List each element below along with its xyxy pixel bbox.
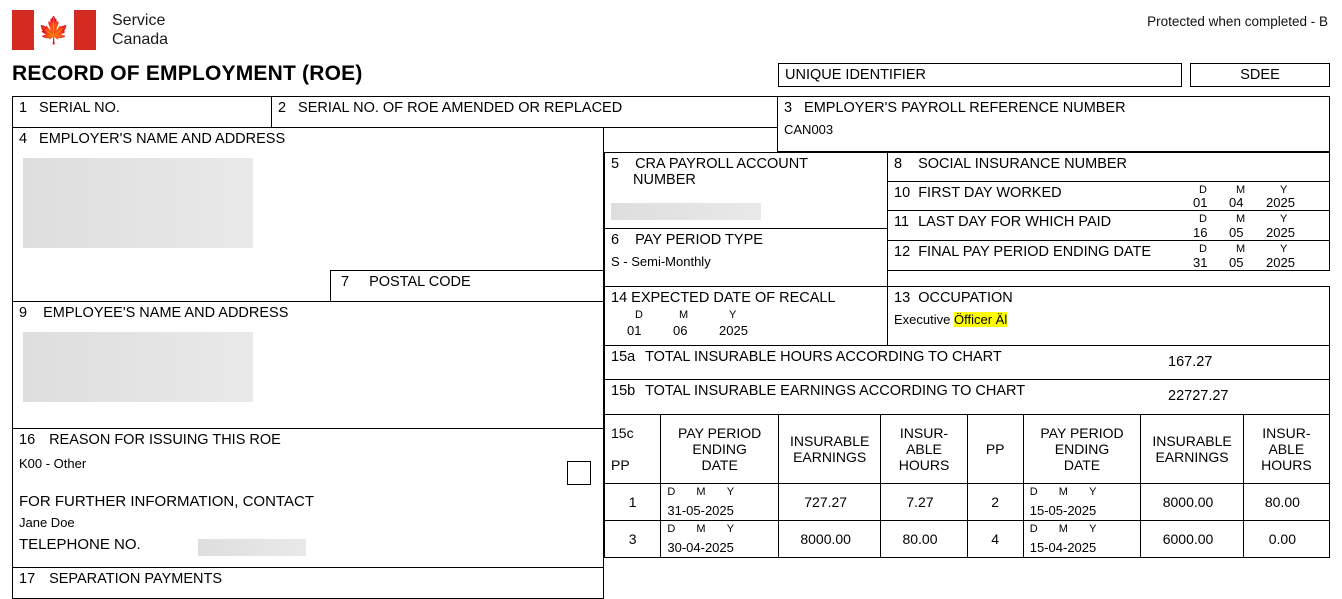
- chart-row-1-date-right-header: D M Y: [1029, 523, 1102, 535]
- field-11-number: 11: [894, 214, 910, 230]
- page-title: RECORD OF EMPLOYMENT (ROE): [12, 62, 363, 85]
- field-10-d-header: D: [1199, 184, 1208, 196]
- field-13-label: OCCUPATION: [918, 290, 1013, 306]
- field-6-number: 6: [611, 232, 620, 248]
- field-16-contact-name: Jane Doe: [19, 515, 75, 530]
- field-13-number: 13: [894, 290, 911, 306]
- chart-row-1-earnings-right: 6000.00: [1141, 521, 1243, 558]
- chart-header-hours-left: [881, 415, 967, 484]
- field-10-month: 04: [1229, 195, 1244, 210]
- field-11-year: 2025: [1266, 225, 1295, 240]
- chart-row-0-date-right-value: 15-05-2025: [1029, 503, 1097, 518]
- field-14-day: 01: [627, 323, 642, 338]
- field-14-m-header: M: [679, 309, 689, 321]
- field-1-serial-no: [12, 96, 272, 128]
- field-10-day: 01: [1193, 195, 1208, 210]
- field-4-number: 4: [19, 131, 28, 147]
- chart-header-hours-right-l1: INSUR-: [1262, 425, 1311, 441]
- pay-period-chart: [604, 414, 1330, 558]
- field-16-telephone-redacted: [198, 539, 306, 556]
- chart-header-hours-left-l2: ABLE: [906, 441, 942, 457]
- field-12-y-header: Y: [1280, 243, 1288, 255]
- chart-row-1-date-left-header: D M Y: [667, 523, 740, 535]
- field-11-last-day-for-which-paid: [887, 210, 1330, 241]
- chart-row-1-date-left-value: 30-04-2025: [667, 540, 734, 555]
- chart-row-0-earnings-left: 727.27: [778, 484, 880, 521]
- field-3-payroll-reference: [777, 96, 1330, 152]
- unique-identifier-field[interactable]: [778, 63, 1182, 87]
- field-15b-value: 22727.27: [1168, 388, 1229, 404]
- chart-header-date-left-l1: PAY PERIOD: [678, 425, 762, 441]
- field-13-occupation: [887, 286, 1330, 346]
- chart-row-1-date-right: [1023, 521, 1141, 558]
- chart-row-0-earnings-right: 8000.00: [1141, 484, 1243, 521]
- field-11-d-header: D: [1199, 213, 1208, 225]
- chart-row-0-hours-right: 80.00: [1243, 484, 1329, 521]
- chart-row-1-earnings-left: 8000.00: [778, 521, 880, 558]
- field-12-m-header: M: [1236, 243, 1246, 255]
- field-10-label: FIRST DAY WORKED: [918, 185, 1062, 201]
- chart-section-number: 15c: [611, 425, 634, 441]
- field-2-number: 2: [278, 100, 287, 116]
- table-row: [605, 484, 1330, 521]
- table-row: [605, 521, 1330, 558]
- chart-header-date-right-l3: DATE: [1063, 457, 1101, 473]
- field-15a-label: TOTAL INSURABLE HOURS ACCORDING TO CHART: [645, 349, 1002, 365]
- field-15a-value: 167.27: [1168, 354, 1213, 370]
- field-11-m-header: M: [1236, 213, 1246, 225]
- field-11-month: 05: [1229, 225, 1244, 240]
- chart-header-date-right-l1: PAY PERIOD: [1040, 425, 1124, 441]
- field-7-label: POSTAL CODE: [369, 274, 471, 290]
- chart-header-earnings-right-l1: INSURABLE: [1152, 433, 1232, 449]
- canada-flag-icon: 🍁: [12, 10, 96, 50]
- field-15b-total-insurable-earnings: [604, 379, 1330, 415]
- field-4-label: EMPLOYER'S NAME AND ADDRESS: [39, 131, 286, 147]
- field-14-expected-date-of-recall: [604, 286, 888, 346]
- chart-header-earnings-left: [778, 415, 880, 484]
- chart-row-1-date-left: [661, 521, 779, 558]
- chart-row-0-pp-left: 1: [605, 484, 661, 521]
- chart-row-1-date-right-value: 15-04-2025: [1029, 540, 1097, 555]
- field-11-y-header: Y: [1280, 213, 1288, 225]
- chart-row-0-date-left-value: 31-05-2025: [667, 503, 734, 518]
- field-11-label: LAST DAY FOR WHICH PAID: [918, 214, 1112, 230]
- chart-row-1-hours-left: 80.00: [881, 521, 967, 558]
- chart-row-1-pp-left: 3: [605, 521, 661, 558]
- service-canada-wordmark: [112, 11, 168, 49]
- field-10-year: 2025: [1266, 195, 1295, 210]
- field-3-label: EMPLOYER'S PAYROLL REFERENCE NUMBER: [804, 100, 1126, 116]
- field-9-label: EMPLOYEE'S NAME AND ADDRESS: [43, 305, 289, 321]
- document-header: [0, 0, 1342, 62]
- field-14-d-header: D: [635, 309, 644, 321]
- chart-row-0-date-left: [661, 484, 779, 521]
- field-13-value-highlighted: Öfficer Äl: [953, 312, 1008, 327]
- field-12-number: 12: [894, 244, 911, 260]
- field-17-label: SEPARATION PAYMENTS: [49, 571, 223, 587]
- field-5-redacted-value: [611, 203, 761, 220]
- chart-header-hours-left-l1: INSUR-: [899, 425, 949, 441]
- field-12-day: 31: [1193, 255, 1208, 270]
- field-5-label-line-2: NUMBER: [633, 172, 696, 188]
- field-15b-number: 15b: [611, 383, 636, 399]
- field-16-contact-label: FOR FURTHER INFORMATION, CONTACT: [19, 493, 314, 510]
- chart-header-hours-right-l2: ABLE: [1268, 441, 1305, 457]
- field-15b-label: TOTAL INSURABLE EARNINGS ACCORDING TO CHART: [645, 383, 1026, 399]
- chart-header-pp-right: PP: [967, 415, 1023, 484]
- field-13-value-plain: Executive: [894, 312, 954, 327]
- field-10-number: 10: [894, 185, 911, 201]
- field-14-month: 06: [673, 323, 688, 338]
- field-14-year: 2025: [719, 323, 748, 338]
- field-14-label: EXPECTED DATE OF RECALL: [631, 290, 836, 306]
- chart-row-0-hours-left: 7.27: [881, 484, 967, 521]
- field-10-m-header: M: [1236, 184, 1246, 196]
- field-7-number: 7: [341, 274, 350, 290]
- chart-header-date-left-l3: DATE: [701, 457, 738, 473]
- chart-row-0-date-right: [1023, 484, 1141, 521]
- sdee-badge: SDEE: [1190, 63, 1330, 87]
- field-15a-total-insurable-hours: [604, 345, 1330, 380]
- chart-row-1-hours-right: 0.00: [1243, 521, 1329, 558]
- field-12-month: 05: [1229, 255, 1244, 270]
- field-16-number: 16: [19, 432, 36, 448]
- field-9-employee-name-address: [12, 301, 604, 429]
- field-14-number: 14: [611, 290, 628, 306]
- field-10-first-day-worked: [887, 181, 1330, 211]
- field-9-number: 9: [19, 305, 28, 321]
- field-16-telephone-label: TELEPHONE NO.: [19, 536, 141, 553]
- chart-row-0-date-right-header: D M Y: [1029, 486, 1102, 498]
- field-6-pay-period-type: [604, 228, 888, 287]
- field-15a-number: 15a: [611, 349, 636, 365]
- field-5-number: 5: [611, 156, 620, 172]
- field-12-d-header: D: [1199, 243, 1208, 255]
- field-17-separation-payments: [12, 567, 604, 599]
- field-8-social-insurance-number: [887, 152, 1330, 182]
- chart-header-hours-left-l3: HOURS: [898, 457, 950, 473]
- unique-identifier-label: UNIQUE IDENTIFIER: [785, 67, 926, 83]
- field-1-number: 1: [19, 100, 28, 116]
- chart-header-date-right-l2: ENDING: [1054, 441, 1110, 457]
- chart-header-row: [605, 415, 1330, 484]
- field-6-label: PAY PERIOD TYPE: [635, 232, 763, 248]
- chart-row-0-pp-right: 2: [967, 484, 1023, 521]
- field-16-checkbox[interactable]: [567, 461, 591, 485]
- field-12-final-pay-period-ending-date: [887, 240, 1330, 271]
- field-2-label: SERIAL NO. OF ROE AMENDED OR REPLACED: [298, 100, 623, 116]
- field-12-year: 2025: [1266, 255, 1295, 270]
- field-3-value: CAN003: [784, 122, 834, 137]
- chart-header-earnings-right: [1141, 415, 1243, 484]
- chart-header-date-left: [661, 415, 779, 484]
- field-8-label: SOCIAL INSURANCE NUMBER: [918, 156, 1128, 172]
- field-1-label: SERIAL NO.: [39, 100, 120, 116]
- field-12-label: FINAL PAY PERIOD ENDING DATE: [918, 244, 1152, 260]
- field-6-value: S - Semi-Monthly: [611, 254, 711, 269]
- field-10-y-header: Y: [1280, 184, 1288, 196]
- protected-notice: Protected when completed - B: [1147, 14, 1328, 29]
- chart-row-1-pp-right: 4: [967, 521, 1023, 558]
- chart-header-hours-right-l3: HOURS: [1261, 457, 1312, 473]
- field-16-reason-for-issuing: [12, 428, 604, 568]
- field-5-cra-payroll-account-number: [604, 152, 888, 229]
- wordmark-line-2: Canada: [112, 31, 169, 48]
- field-14-y-header: Y: [729, 309, 737, 321]
- chart-header-earnings-right-l2: EARNINGS: [1155, 449, 1229, 465]
- field-17-number: 17: [19, 571, 36, 587]
- field-4-redacted-value: [23, 158, 253, 248]
- field-8-number: 8: [894, 156, 903, 172]
- chart-header-date-left-l2: ENDING: [692, 441, 747, 457]
- field-7-postal-code: [330, 270, 604, 302]
- wordmark-line-1: Service: [112, 12, 166, 29]
- chart-header-hours-right: [1243, 415, 1329, 484]
- field-2-serial-no-amended: [271, 96, 778, 128]
- chart-header-date-right: [1023, 415, 1141, 484]
- chart-header-section: [605, 415, 661, 484]
- field-16-label: REASON FOR ISSUING THIS ROE: [49, 432, 281, 448]
- field-5-label-line-1: CRA PAYROLL ACCOUNT: [635, 156, 809, 172]
- chart-header-pp-left: PP: [611, 457, 630, 473]
- field-9-redacted-value: [23, 332, 253, 402]
- field-11-day: 16: [1193, 225, 1208, 240]
- field-16-reason-value: K00 - Other: [19, 456, 87, 471]
- field-3-number: 3: [784, 100, 793, 116]
- chart-header-earnings-left-l1: INSURABLE: [789, 433, 870, 449]
- chart-row-0-date-left-header: D M Y: [667, 486, 740, 498]
- chart-header-earnings-left-l2: EARNINGS: [793, 449, 867, 465]
